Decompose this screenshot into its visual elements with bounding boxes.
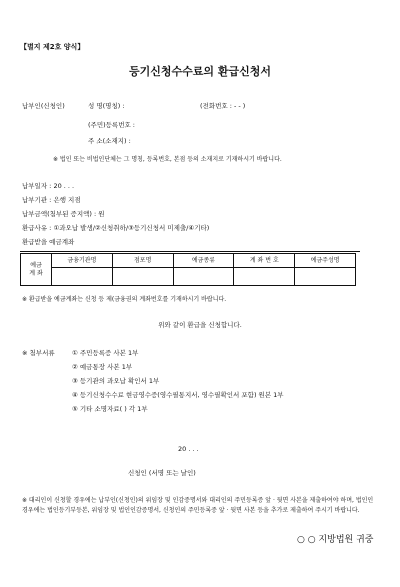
attachment-item: ③ 등기관의 과오납 확인서 1부: [72, 377, 160, 385]
applicant-address-field: 주 소(소재지) :: [88, 137, 131, 145]
applicant-id-field: (주민)등록번호 :: [88, 121, 136, 129]
table-top-rule: [20, 251, 360, 252]
page-title: 등기신청수수료의 환급신청서: [129, 65, 271, 78]
refund-account-label: 환급받을 예금계좌: [22, 238, 75, 246]
applicant-name-field: 성 명(명칭) :: [88, 102, 125, 110]
account-table: [20, 253, 356, 286]
bank-name-cell[interactable]: [52, 268, 113, 286]
account-side-label-2: 계 좌: [29, 269, 43, 277]
court-addressee: ○ ○ 지방법원 귀중: [297, 535, 374, 545]
account-side-label-1: 예금: [30, 261, 42, 269]
account-holder-cell[interactable]: [295, 268, 356, 286]
header-branch-name: 점포명: [112, 254, 173, 268]
application-date: 20 . . .: [178, 445, 199, 453]
attachment-item: ④ 등기신청수수료 현금영수증(영수필통지서, 영수필확인서 포함) 원본 1부: [72, 391, 284, 399]
account-side-label: [21, 254, 52, 286]
attachments-label: ※ 첨부서류: [22, 349, 55, 357]
header-bank-name: 금융기관명: [52, 254, 113, 268]
account-number-cell[interactable]: [234, 268, 295, 286]
deposit-type-cell[interactable]: [173, 268, 234, 286]
header-deposit-type: 예금종류: [173, 254, 234, 268]
agent-note: ※ 대리인이 신청할 경우에는 납부인(신청인)의 위임장 및 인감증명서와 대리인의 주민등록증 앞 · 뒷면 사본을 제출하여야 하며, 법인인 경우에는 법인등기부등본, 위임장 및 법인인감증명서, 신청인의 주민등록증 앞 · 뒷면 사본 등을 추가로 제출하여 주시기 바랍니다.: [22, 497, 374, 515]
corporate-note: ※ 법인 또는 비법인단체는 그 명칭, 등록번호, 본점 등의 소재지로 기재하시기 바랍니다.: [53, 156, 282, 163]
applicant-label: 납부인(신청인): [22, 102, 65, 110]
attachment-item: ① 주민등록증 사본 1부: [72, 349, 139, 357]
payment-institution-field: 납부기관 : 은행 지점: [22, 196, 81, 204]
form-number: 【별지 제2호 양식】: [20, 43, 85, 51]
payment-date-field: 납부일자 : 20 . . .: [22, 182, 75, 190]
attachment-item: ⑤ 기타 소명자료( ) 각 1부: [72, 405, 148, 413]
branch-name-cell[interactable]: [112, 268, 173, 286]
payment-amount-field: 납부금액(첨부된 증지액) : 원: [22, 210, 105, 218]
applicant-signature-line: 신청인 (서명 또는 날인): [128, 469, 196, 477]
header-account-holder: 예금주성명: [295, 254, 356, 268]
account-table-header-row: [21, 254, 356, 268]
account-table-input-row: [21, 268, 356, 286]
header-account-number: 계 좌 번 호: [234, 254, 295, 268]
applicant-phone-field: (전화번호 : - - ): [200, 102, 246, 110]
account-note: ※ 환급받을 예금계좌는 신청 등 제(금융권의 계좌번호를 기재하시기 바랍니다.: [22, 296, 227, 303]
attachment-item: ② 예금통장 사본 1부: [72, 363, 133, 371]
refund-reason-field: 환급사유 : ①과오납 발생/②신청취하/③등기신청서 미제출/④기타): [22, 224, 210, 232]
request-statement: 위와 같이 환급을 신청합니다.: [158, 321, 242, 329]
